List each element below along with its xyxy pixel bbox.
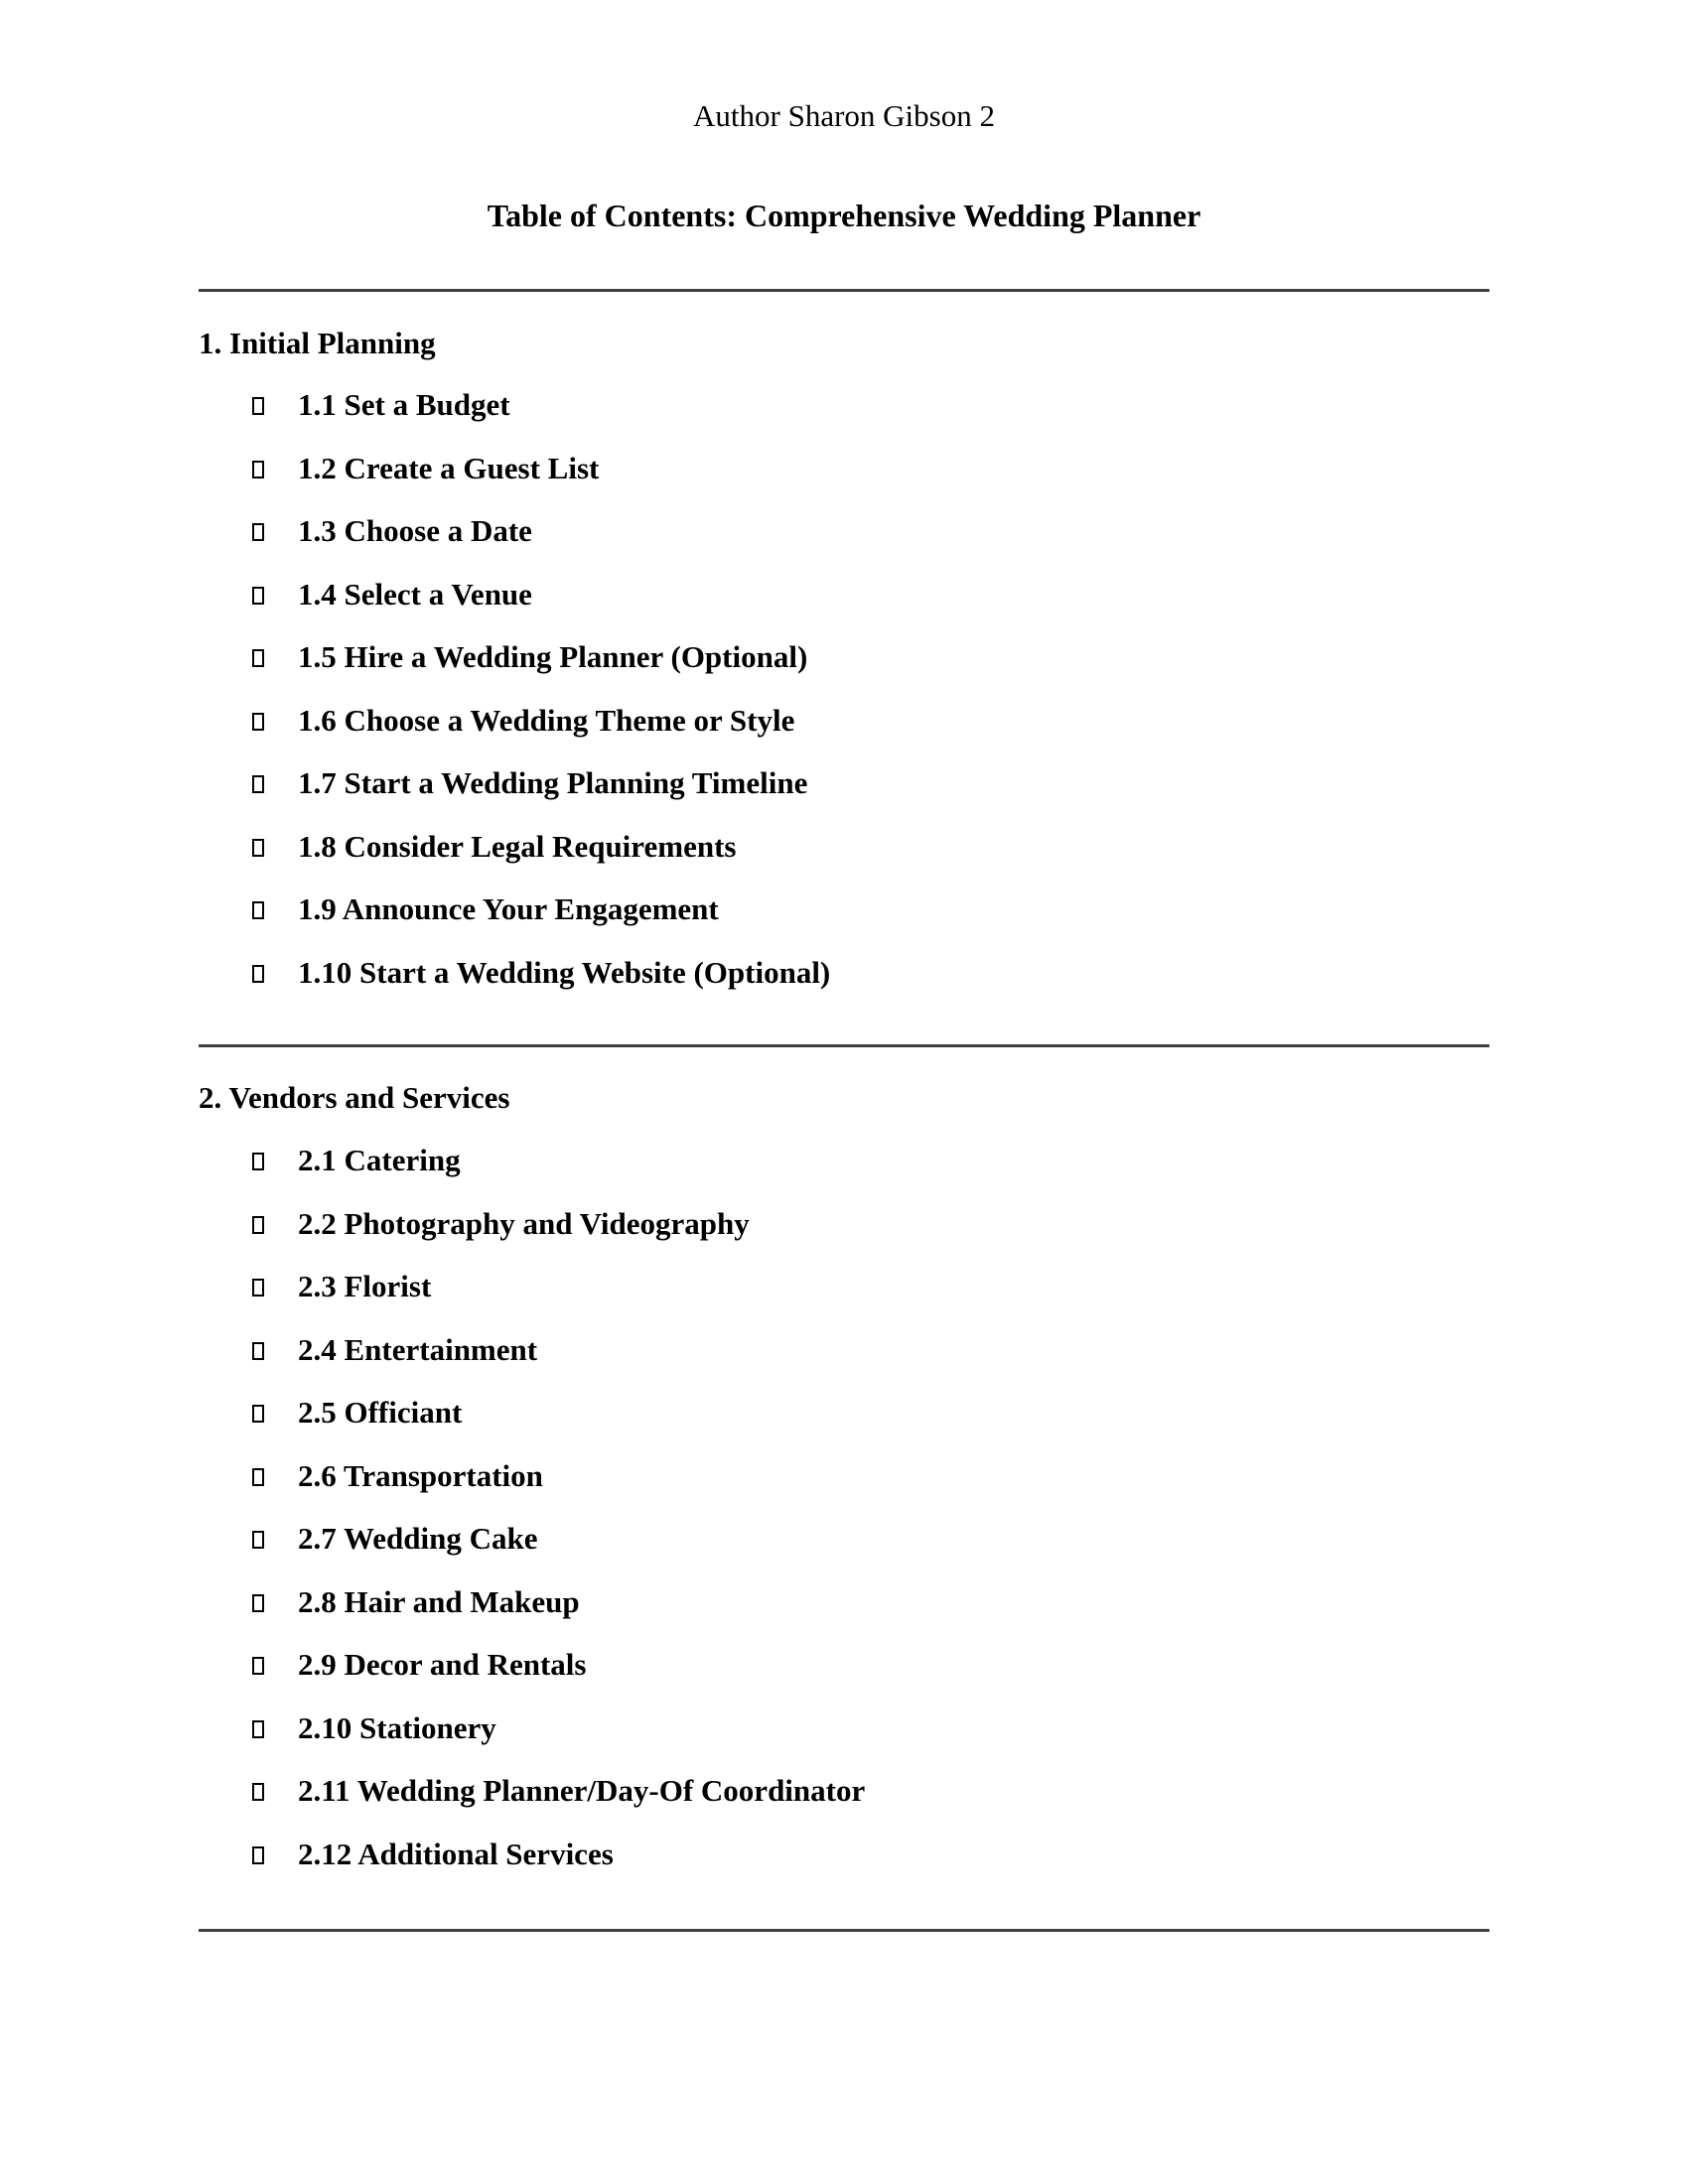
toc-entry: [252, 1393, 1444, 1433]
hollow-square-bullet-icon: [252, 397, 264, 415]
toc-entry-text: 1.7 Start a Wedding Planning Timeline: [298, 765, 808, 800]
toc-entry-text: 1.4 Select a Venue: [298, 576, 532, 612]
toc-entry: [252, 1141, 1444, 1180]
divider-rule: [199, 1929, 1489, 1932]
hollow-square-bullet-icon: [252, 965, 264, 983]
toc-entry: [252, 1267, 1444, 1306]
hollow-square-bullet-icon: [252, 901, 264, 919]
toc-entry-text: 2.9 Decor and Rentals: [298, 1647, 587, 1682]
hollow-square-bullet-icon: [252, 1783, 264, 1801]
hollow-square-bullet-icon: [252, 775, 264, 793]
hollow-square-bullet-icon: [252, 461, 264, 478]
toc-entry-text: 1.9 Announce Your Engagement: [298, 891, 719, 926]
toc-entry: [252, 1835, 1444, 1874]
toc-entry: [252, 575, 1444, 614]
divider-rule: [199, 1044, 1489, 1047]
hollow-square-bullet-icon: [252, 523, 264, 541]
hollow-square-bullet-icon: [252, 1342, 264, 1360]
hollow-square-bullet-icon: [252, 713, 264, 731]
page-header: Author Sharon Gibson 2: [693, 98, 995, 133]
toc-entry-text: 1.2 Create a Guest List: [298, 450, 600, 485]
toc-entry-text: 2.3 Florist: [298, 1269, 432, 1303]
toc-entry: [252, 511, 1444, 551]
hollow-square-bullet-icon: [252, 1531, 264, 1549]
divider-rule: [199, 289, 1489, 292]
toc-entry-text: 1.10 Start a Wedding Website (Optional): [298, 954, 831, 990]
toc-entry: [252, 1708, 1444, 1748]
hollow-square-bullet-icon: [252, 1468, 264, 1486]
hollow-square-bullet-icon: [252, 1216, 264, 1234]
section-heading: 2. Vendors and Services: [199, 1080, 510, 1115]
toc-entry-text: 2.1 Catering: [298, 1143, 461, 1177]
document-title: Table of Contents: Comprehensive Wedding Planner: [487, 198, 1201, 233]
toc-entry: [252, 637, 1444, 677]
toc-entry-text: 2.7 Wedding Cake: [298, 1521, 538, 1556]
toc-entry-text: 1.3 Choose a Date: [298, 513, 532, 548]
toc-entry: [252, 763, 1444, 803]
hollow-square-bullet-icon: [252, 1846, 264, 1864]
hollow-square-bullet-icon: [252, 839, 264, 857]
toc-entry: [252, 1204, 1444, 1244]
toc-entry: [252, 449, 1444, 488]
toc-entry-text: 2.5 Officiant: [298, 1395, 463, 1430]
hollow-square-bullet-icon: [252, 1405, 264, 1423]
toc-entry: [252, 827, 1444, 867]
section-heading: 1. Initial Planning: [199, 326, 436, 360]
hollow-square-bullet-icon: [252, 587, 264, 605]
hollow-square-bullet-icon: [252, 1594, 264, 1612]
toc-entry: [252, 1771, 1444, 1811]
toc-entry: [252, 1519, 1444, 1559]
hollow-square-bullet-icon: [252, 649, 264, 667]
toc-entry-text: 2.11 Wedding Planner/Day-Of Coordinator: [298, 1773, 866, 1808]
toc-entry: [252, 953, 1444, 993]
toc-entry-text: 1.8 Consider Legal Requirements: [298, 828, 737, 864]
toc-entry: [252, 889, 1444, 929]
toc-entry-text: 2.8 Hair and Makeup: [298, 1583, 580, 1619]
toc-entry: [252, 385, 1444, 425]
toc-entry: [252, 1456, 1444, 1496]
toc-entry-text: 2.2 Photography and Videography: [298, 1205, 750, 1241]
hollow-square-bullet-icon: [252, 1153, 264, 1170]
toc-entry: [252, 701, 1444, 741]
hollow-square-bullet-icon: [252, 1657, 264, 1675]
toc-entry-text: 2.12 Additional Services: [298, 1836, 614, 1871]
hollow-square-bullet-icon: [252, 1279, 264, 1297]
toc-entry-text: 2.4 Entertainment: [298, 1331, 538, 1367]
toc-entry: [252, 1330, 1444, 1370]
toc-entry-text: 2.10 Stationery: [298, 1709, 496, 1745]
toc-entry-text: 1.1 Set a Budget: [298, 387, 510, 422]
toc-entry-text: 1.6 Choose a Wedding Theme or Style: [298, 702, 795, 738]
toc-entry-text: 2.6 Transportation: [298, 1457, 543, 1493]
hollow-square-bullet-icon: [252, 1720, 264, 1738]
toc-entry-text: 1.5 Hire a Wedding Planner (Optional): [298, 639, 808, 674]
toc-entry: [252, 1582, 1444, 1622]
toc-entry: [252, 1645, 1444, 1685]
